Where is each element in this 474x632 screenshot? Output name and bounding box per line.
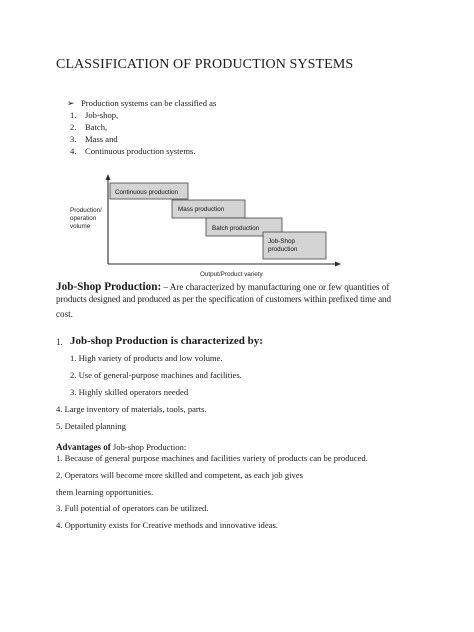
advantages-rest: Job-shop Production:: [110, 442, 187, 452]
x-axis-label: Output/Product variety: [200, 271, 263, 278]
section-number: 1.: [56, 337, 63, 347]
jobshop-line-3: cost.: [56, 309, 73, 319]
page-title: CLASSIFICATION OF PRODUCTION SYSTEMS: [56, 57, 354, 72]
box-label: Batch production: [212, 225, 260, 232]
y-axis-arrow-icon: [106, 174, 111, 180]
advantage-item: them learning opportunities.: [56, 487, 154, 497]
list-item: Batch,: [85, 122, 108, 132]
box-label: Mass production: [178, 206, 225, 213]
characteristic-item: 1. High variety of products and low volume.: [70, 353, 223, 363]
box-label: production: [268, 246, 298, 253]
list-number: 1.: [70, 110, 77, 120]
advantage-item: 3. Full potential of operators can be utilized.: [56, 503, 209, 513]
intro-lead: Production systems can be classified as: [81, 98, 217, 108]
jobshop-dash: –: [161, 282, 170, 292]
list-number: 2.: [70, 122, 77, 132]
list-item: Job-shop,: [85, 110, 119, 120]
y-axis-label-line: volume: [70, 223, 91, 230]
advantage-item: 2. Operators will become more skilled and competent, as each job gives: [56, 470, 303, 480]
characteristic-item: 5. Detailed planning: [56, 421, 126, 431]
box-label: Job-Shop: [268, 238, 295, 245]
characteristic-item: 2. Use of general-purpose machines and facilities.: [70, 370, 242, 380]
advantage-item: 4. Opportunity exists for Creative methods and innovative ideas.: [56, 520, 278, 530]
jobshop-line-1: [56, 277, 389, 295]
characteristic-item: 4. Large inventory of materials, tools, parts.: [56, 404, 207, 414]
characteristic-item: 3. Highly skilled operators needed: [70, 387, 189, 397]
y-axis-label-line: operation: [70, 215, 97, 222]
list-item: Continuous production systems.: [85, 146, 196, 156]
production-systems-diagram: [0, 0, 474, 300]
jobshop-line-2: products designed and produced as per the specification of customers within prefixed time and: [56, 294, 391, 304]
list-number: 4.: [70, 146, 77, 156]
advantage-item: 1. Because of general purpose machines and facilities variety of products can be produced.: [56, 453, 368, 463]
arrow-bullet-icon: ➢: [67, 98, 75, 108]
advantages-bold: Advantages of: [56, 442, 111, 452]
jobshop-text: Are characterized by manufacturing one or few quantities of: [169, 282, 390, 292]
y-axis-label-line: Production/: [70, 207, 102, 214]
characterized-heading: Job-shop Production is characterized by:: [70, 335, 263, 347]
x-axis-arrow-icon: [335, 262, 341, 267]
list-item: Mass and: [85, 134, 118, 144]
box-label: Continuous production: [115, 189, 179, 196]
list-number: 3.: [70, 134, 77, 144]
jobshop-heading: Job-Shop Production:: [56, 281, 162, 293]
